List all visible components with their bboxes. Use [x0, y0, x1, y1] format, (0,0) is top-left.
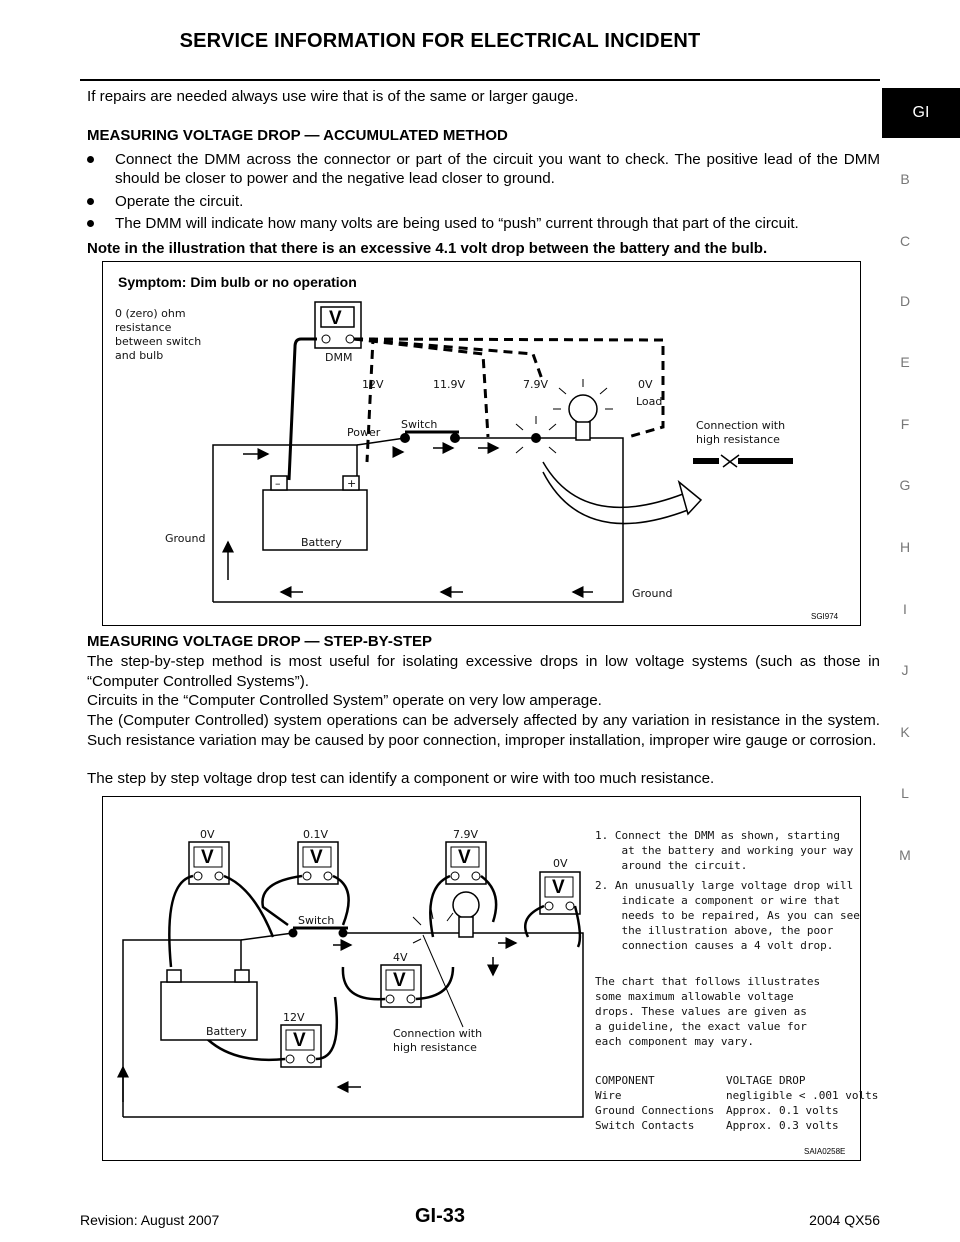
connection-label-line: Connection with	[393, 1027, 483, 1040]
tab-j[interactable]: J	[901, 662, 909, 678]
tab-gi[interactable]: GI	[882, 88, 960, 138]
section1-heading: MEASURING VOLTAGE DROP — ACCUMULATED METHOD	[87, 127, 508, 144]
table-header: VOLTAGE DROP	[726, 1074, 806, 1087]
tab-c[interactable]: C	[899, 233, 911, 249]
battery-minus-glyph: –	[275, 477, 281, 490]
dmm-meter	[381, 965, 421, 1007]
dmm-meter	[298, 842, 338, 884]
tab-f[interactable]: F	[900, 416, 910, 432]
instructions-block	[595, 829, 860, 1048]
table-header: COMPONENT	[595, 1074, 655, 1087]
table-cell: Switch Contacts	[595, 1119, 695, 1132]
table-cell: negligible < .001 volts	[726, 1089, 879, 1102]
figure-accumulated-method	[102, 261, 861, 626]
battery-label: Battery	[301, 536, 342, 549]
bullet-dot	[87, 156, 94, 163]
v12-label: 12V	[362, 378, 384, 391]
bulb-icon	[453, 892, 479, 937]
meter-reading: 12V	[283, 1011, 305, 1024]
dmm-meter	[446, 842, 486, 884]
instruction-line: connection causes a 4 volt drop.	[595, 939, 834, 952]
ground-right-label: Ground	[632, 587, 673, 600]
dmm-meter	[281, 1025, 321, 1067]
figure2-code: SAIA0258E	[804, 1147, 846, 1156]
meter-v-glyph: V	[552, 877, 565, 898]
meter-reading: 0V	[200, 828, 215, 841]
switch-label: Switch	[401, 418, 438, 431]
voltage-drop-table	[595, 1074, 878, 1132]
meter-v-glyph: V	[393, 970, 406, 991]
tab-m[interactable]: M	[899, 847, 911, 863]
meter-reading: 0.1V	[303, 828, 329, 841]
title-rule	[80, 79, 880, 81]
bullet-item: Connect the DMM across the connector or part of the circuit you want to check. The positive lead of the DMM should be closer to power and the negative lead closer to ground.	[87, 150, 880, 188]
v0-label: 0V	[638, 378, 653, 391]
v79-label: 7.9V	[523, 378, 549, 391]
footer-page-number: GI-33	[414, 1205, 466, 1227]
meter-v-glyph: V	[293, 1030, 306, 1051]
intro-text: If repairs are needed always use wire that is of the same or larger gauge.	[87, 88, 579, 105]
instruction-line: indicate a component or wire that	[595, 894, 841, 907]
footer-model: 2004 QX56	[809, 1212, 880, 1228]
chart-intro-line: drops. These values are given as	[595, 1005, 807, 1018]
bullet-dot	[87, 220, 94, 227]
battery-label: Battery	[206, 1025, 247, 1038]
bullet-item: The DMM will indicate how many volts are being used to “push” current through that part of the circuit.	[87, 214, 880, 233]
load-label: Load	[636, 395, 663, 408]
instruction-line: 2. An unusually large voltage drop will	[595, 879, 854, 892]
section2-heading: MEASURING VOLTAGE DROP — STEP-BY-STEP	[87, 633, 433, 650]
tab-d[interactable]: D	[899, 293, 911, 309]
table-cell: Ground Connections	[595, 1104, 715, 1117]
meter-reading: 7.9V	[453, 828, 479, 841]
meter-v-glyph: V	[310, 847, 323, 868]
connection-label-line: Connection with	[696, 419, 786, 432]
instruction-line: the illustration above, the poor	[595, 924, 834, 937]
chart-intro-line: The chart that follows illustrates	[595, 975, 821, 988]
section2-paragraph: Circuits in the “Computer Controlled System” operate on very low amperage.	[87, 692, 602, 709]
dmm-meter	[540, 872, 580, 914]
table-cell: Wire	[595, 1089, 622, 1102]
instruction-line: needs to be repaired, As you can see	[595, 909, 860, 922]
instruction-line: around the circuit.	[595, 859, 748, 872]
battery-plus-glyph: +	[347, 477, 357, 490]
tab-e[interactable]: E	[900, 354, 910, 370]
switch-label: Switch	[298, 914, 335, 927]
chart-intro-line: some maximum allowable voltage	[595, 990, 794, 1003]
spark-icon	[413, 909, 453, 943]
chart-intro-line: a guideline, the exact value for	[595, 1020, 807, 1033]
resistance-note-line: 0 (zero) ohm	[115, 307, 186, 320]
dmm-meter	[315, 302, 361, 348]
tab-g[interactable]: G	[899, 477, 911, 493]
v119-label: 11.9V	[433, 378, 466, 391]
figure1-code: SGI974	[811, 612, 839, 621]
footer-revision: Revision: August 2007	[80, 1212, 220, 1228]
table-cell: Approx. 0.1 volts	[726, 1104, 839, 1117]
bulb-icon	[553, 379, 613, 440]
tab-k[interactable]: K	[900, 724, 910, 740]
page-title: SERVICE INFORMATION FOR ELECTRICAL INCIDENT	[179, 30, 701, 52]
chart-intro-line: each component may vary.	[595, 1035, 754, 1048]
bullet-item: Operate the circuit.	[87, 192, 880, 211]
dmm-meter	[189, 842, 229, 884]
meter-v-glyph: V	[329, 308, 342, 329]
tab-l[interactable]: L	[901, 785, 909, 801]
connection-label-line: high resistance	[393, 1041, 477, 1054]
connection-label-line: high resistance	[696, 433, 780, 446]
table-cell: Approx. 0.3 volts	[726, 1119, 839, 1132]
ground-left-label: Ground	[165, 532, 206, 545]
meter-v-glyph: V	[458, 847, 471, 868]
dmm-label: DMM	[325, 351, 353, 364]
tab-h[interactable]: H	[899, 539, 911, 555]
tab-b[interactable]: B	[900, 171, 910, 187]
instruction-line: at the battery and working your way	[595, 844, 854, 857]
resistance-note-line: resistance	[115, 321, 172, 334]
bullet-dot	[87, 198, 94, 205]
tab-i[interactable]: I	[903, 601, 907, 617]
instruction-line: 1. Connect the DMM as shown, starting	[595, 829, 841, 842]
section2-paragraph: The (Computer Controlled) system operations can be adversely affected by any variation in resistance in the system. Such resistance variation may be caused by poor connection, improper installation, improper wire gauge or corrosion.	[87, 712, 880, 749]
resistance-note-line: and bulb	[115, 349, 164, 362]
section2-paragraph: The step by step voltage drop test can identify a component or wire with too much resistance.	[87, 770, 715, 787]
section2-paragraph: The step-by-step method is most useful for isolating excessive drops in low voltage systems (such as those in “Computer Controlled Systems”).	[87, 653, 880, 690]
symptom-label: Symptom: Dim bulb or no operation	[118, 274, 357, 290]
meter-v-glyph: V	[201, 847, 214, 868]
figure-step-by-step	[102, 796, 879, 1161]
resistance-note-line: between switch	[115, 335, 202, 348]
meter-reading: 4V	[393, 951, 408, 964]
note-text: Note in the illustration that there is an excessive 4.1 volt drop between the battery and the bulb.	[87, 240, 768, 257]
power-label: Power	[347, 426, 381, 439]
meter-reading: 0V	[553, 857, 568, 870]
